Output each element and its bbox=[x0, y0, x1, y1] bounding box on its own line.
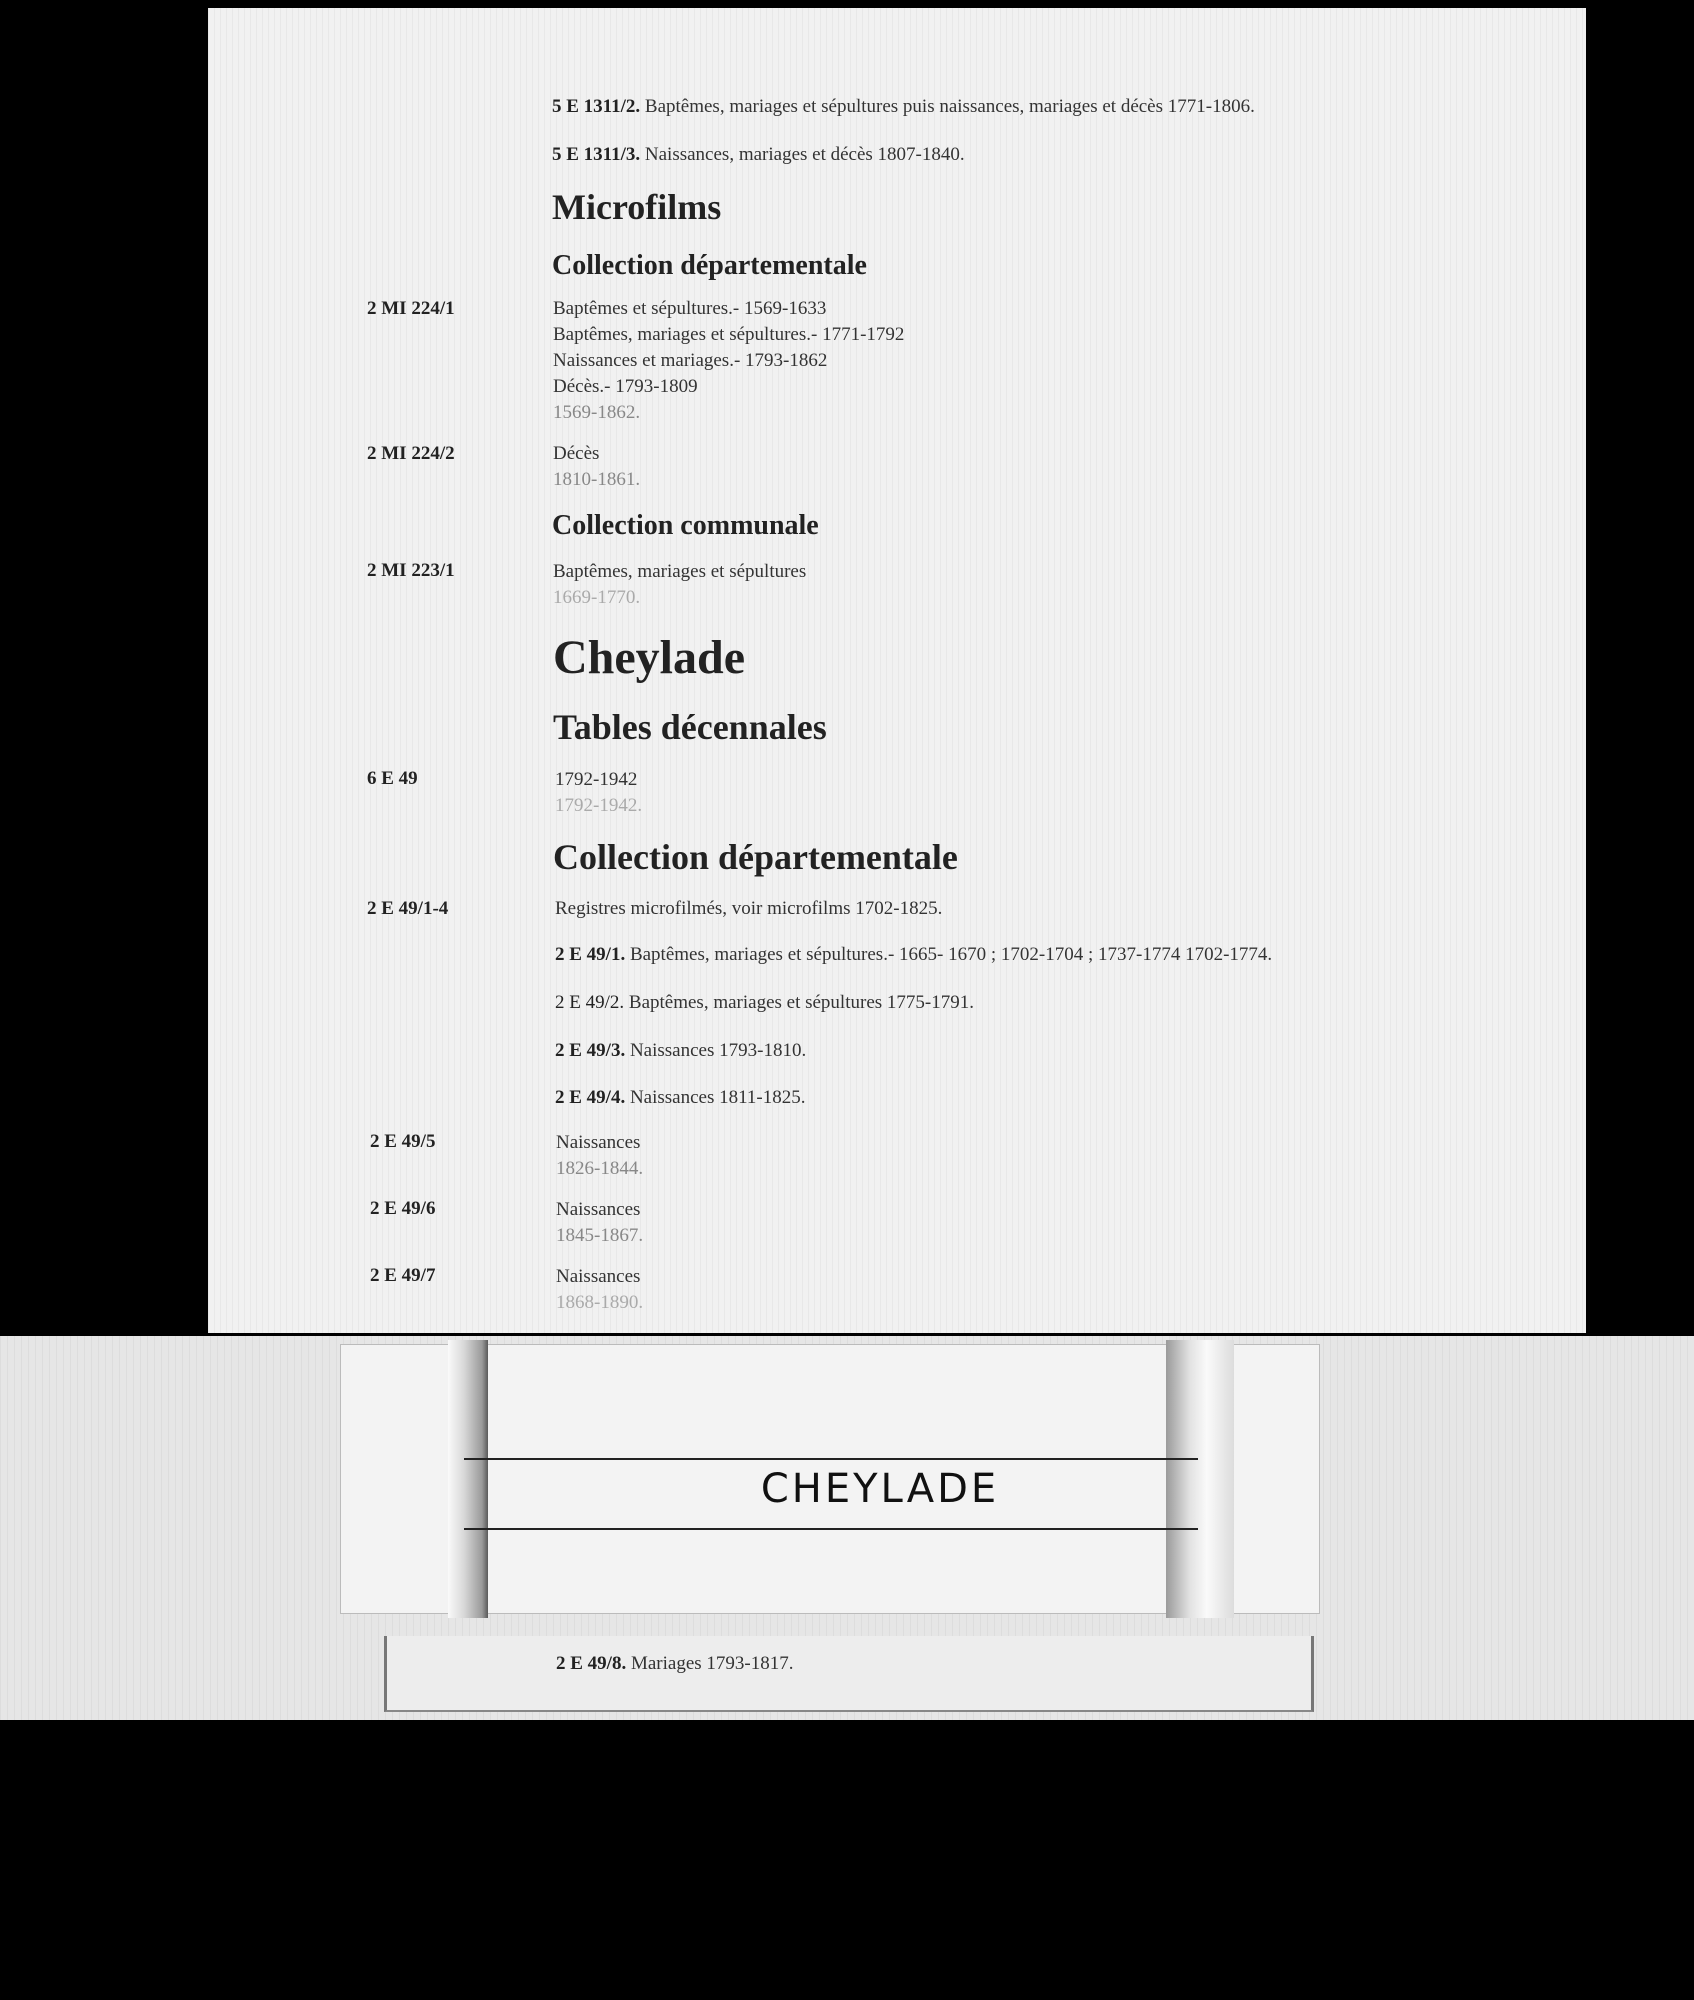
label-roll-left bbox=[448, 1340, 488, 1618]
code-2mi224-1: 2 MI 224/1 bbox=[367, 298, 455, 319]
code-2e49-6: 2 E 49/6 bbox=[370, 1198, 436, 1219]
collection-departementale-heading: Collection départementale bbox=[552, 250, 867, 281]
label-top-line bbox=[464, 1458, 1198, 1460]
entry-2e49-1: 2 E 49/1. Baptêmes, mariages et sépultures.- 1665- 1670 ; 1702-1704 ; 1737-1774 1702-1774. bbox=[555, 944, 1273, 965]
block-2e49-6: Naissances 1845-1867. bbox=[556, 1199, 644, 1246]
label-bottom-line bbox=[464, 1528, 1198, 1530]
block-2e49-5: Naissances 1826-1844. bbox=[556, 1132, 644, 1179]
block-2mi224-1: Baptêmes et sépultures.- 1569-1633 Baptêmes, mariages et sépultures.- 1771-1792 Naissances et mariages.- 1793-1862 Décès.- 1793-1809 1569-1862. bbox=[553, 298, 905, 423]
code-2mi224-2: 2 MI 224/2 bbox=[367, 443, 455, 464]
code-6e49: 6 E 49 bbox=[367, 768, 418, 789]
entry-5e1311-3: 5 E 1311/3. Naissances, mariages et décès 1807-1840. bbox=[552, 144, 965, 165]
code-2mi223-1: 2 MI 223/1 bbox=[367, 560, 455, 581]
entry-2e49-3: 2 E 49/3. Naissances 1793-1810. bbox=[555, 1040, 807, 1061]
entry-2e49-8: 2 E 49/8. Mariages 1793-1817. bbox=[556, 1653, 794, 1674]
microfilms-heading: Microfilms bbox=[552, 187, 722, 227]
entry-2e49-4: 2 E 49/4. Naissances 1811-1825. bbox=[555, 1087, 806, 1108]
code-2e49-1-4: 2 E 49/1-4 bbox=[367, 898, 449, 919]
label-roll-right bbox=[1166, 1340, 1234, 1618]
block-6e49: 1792-1942 1792-1942. bbox=[555, 769, 643, 816]
tables-decennales-heading: Tables décennales bbox=[553, 707, 827, 747]
collection-communale-heading: Collection communale bbox=[552, 510, 819, 541]
code-2e49-7: 2 E 49/7 bbox=[370, 1265, 436, 1286]
block-2e49-7: Naissances 1868-1890. bbox=[556, 1266, 644, 1313]
entry-5e1311-2: 5 E 1311/2. Baptêmes, mariages et sépultures puis naissances, mariages et décès 1771-1806. bbox=[552, 96, 1255, 117]
cheylade-collection-departementale-heading: Collection départementale bbox=[553, 837, 958, 877]
block-2mi223-1: Baptêmes, mariages et sépultures 1669-1770. bbox=[553, 561, 807, 608]
bottom-box bbox=[384, 1636, 1314, 1712]
registres-microfilmes: Registres microfilmés, voir microfilms 1702-1825. bbox=[555, 898, 943, 919]
block-2mi224-2: Décès 1810-1861. bbox=[553, 443, 641, 490]
handwritten-label: CHEYLADE bbox=[760, 1466, 1000, 1512]
entry-2e49-2: 2 E 49/2. Baptêmes, mariages et sépultures 1775-1791. bbox=[555, 992, 974, 1013]
code-2e49-5: 2 E 49/5 bbox=[370, 1131, 436, 1152]
cheylade-heading: Cheylade bbox=[553, 631, 745, 684]
